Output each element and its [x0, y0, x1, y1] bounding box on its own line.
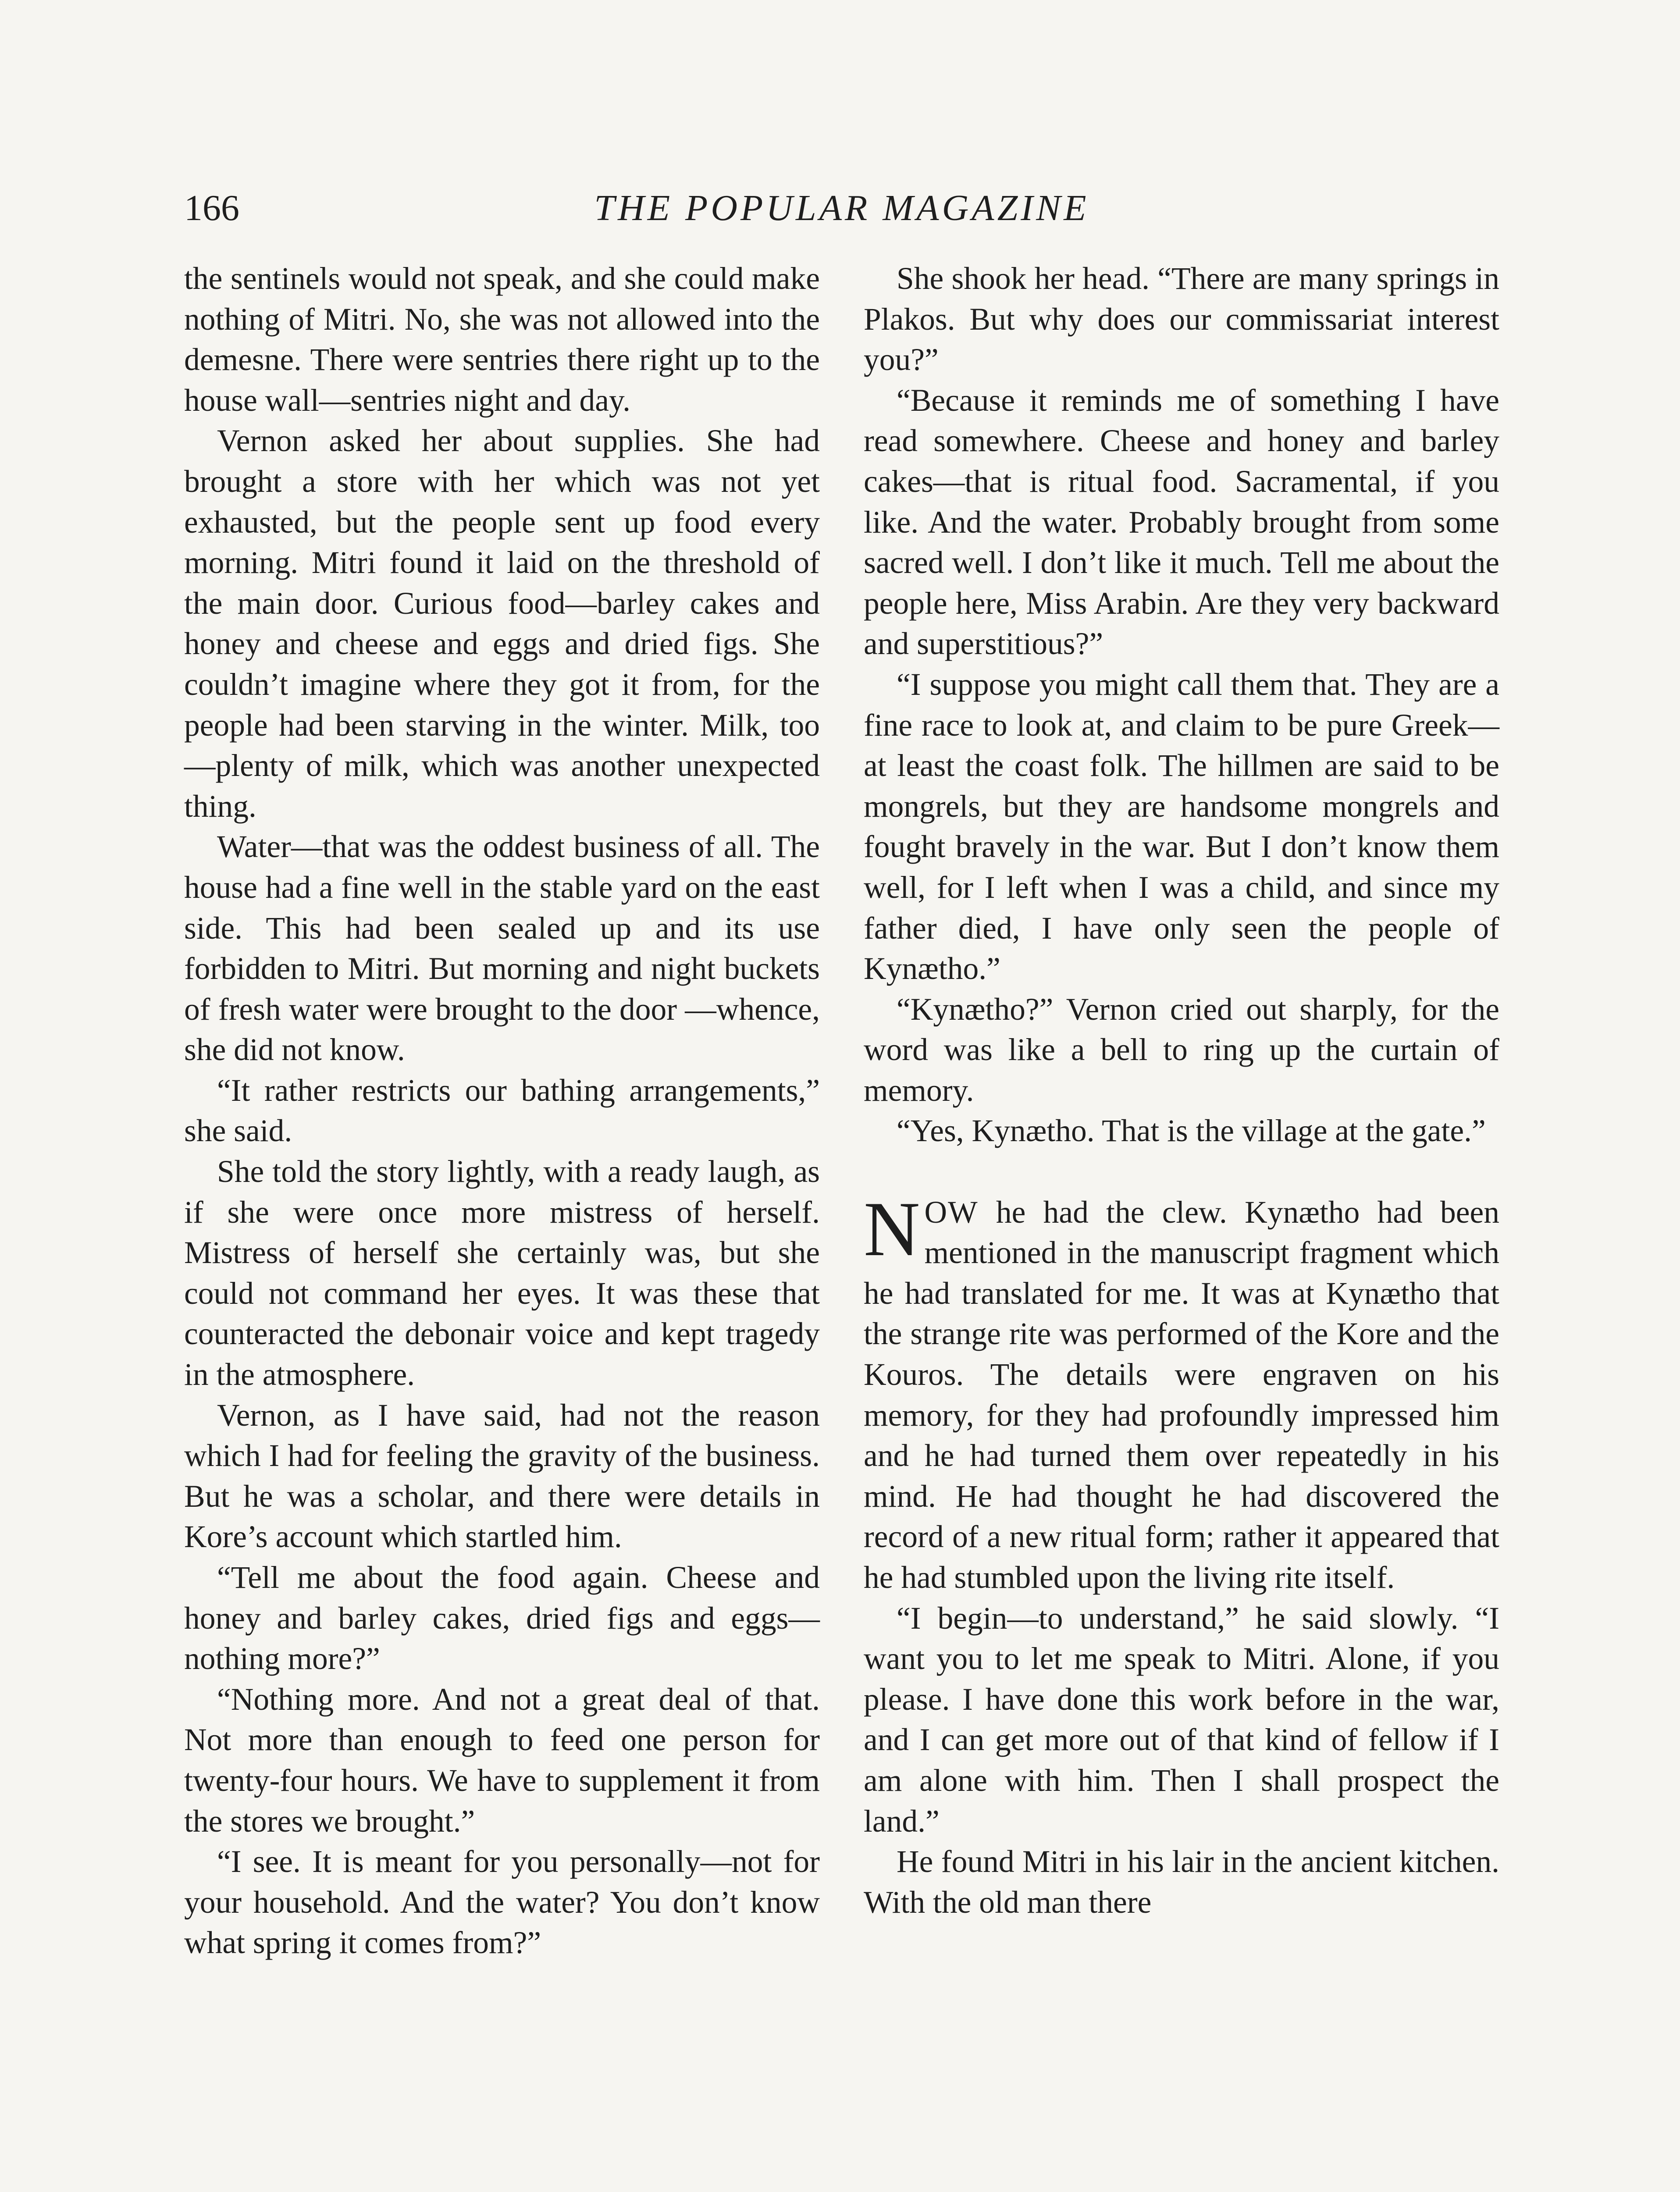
paragraph: “It rather restricts our bathing arrangements,” she said.: [184, 1073, 820, 1149]
paragraph: Vernon asked her about supplies. She had brought a store with her which was not yet exhausted, but the people sent up food every morning. Mitri found it laid on the threshold of the main door. Curious food—barley cakes and honey and cheese and eggs and dried figs. She couldn’t imagine where they got it from, for the people had been starving in the winter. Milk, too —plenty of milk, which was another unexpected thing.: [184, 423, 820, 824]
paragraph: “Because it reminds me of something I have read somewhere. Cheese and honey and barley cakes—that is ritual food. Sacramental, if you like. And the water. Probably brought from some sacred well. I don’t like it much. Tell me about the people here, Miss Arabin. Are they very backward and superstitious?”: [864, 383, 1499, 662]
running-title: THE POPULAR MAGAZINE: [594, 188, 1089, 228]
paragraph: She shook her head. “There are many springs in Plakos. But why does our commissariat interest you?”: [864, 261, 1499, 377]
paragraph: “Nothing more. And not a great deal of that. Not more than enough to feed one person for twenty-four hours. We have to supplement it from the stores we brought.”: [184, 1682, 820, 1839]
paragraph: He found Mitri in his lair in the ancient kitchen. With the old man there: [864, 1844, 1499, 1920]
paragraph: She told the story lightly, with a ready laugh, as if she were once more mistress of herself. Mistress of herself she certainly was, but she could not command her eyes. It was these that counteracted the debonair voice and kept tragedy in the atmosphere.: [184, 1154, 820, 1392]
paragraph: “I see. It is meant for you personally—not for your household. And the water? You don’t know what spring it comes from?”: [184, 1844, 820, 1961]
paragraph: “Kynætho?” Vernon cried out sharply, for the word was like a bell to ring up the curtain of memory.: [864, 992, 1499, 1108]
drop-cap: N: [864, 1185, 920, 1272]
section-break: [864, 1152, 1499, 1192]
page-header: [184, 182, 1499, 235]
paragraph: “I begin—to understand,” he said slowly. “I want you to let me speak to Mitri. Alone, if you please. I have done this work before in the war, and I can get more out of that kind of fellow if I am alone with him. Then I shall prospect the land.”: [864, 1601, 1499, 1839]
paragraph: “Tell me about the food again. Cheese and honey and barley cakes, dried figs and eggs—nothing more?”: [184, 1560, 820, 1676]
paragraph: “Yes, Kynætho. That is the village at the gate.”: [897, 1114, 1486, 1149]
section-opening-paragraph: [864, 1185, 1499, 1598]
paragraph: “I suppose you might call them that. They are a fine race to look at, and claim to be pure Greek—at least the coast folk. The hillmen are said to be mongrels, but they are handsome mongrels and fought bravely in the war. But I don’t know them well, for I left when I was a child, and since my father died, I have only seen the people of Kynætho.”: [864, 667, 1499, 986]
paragraph: Water—that was the oddest business of all. The house had a fine well in the stable yard on the east side. This had been sealed up and its use forbidden to Mitri. But morning and night buckets of fresh water were brought to the door —whence, she did not know.: [184, 829, 820, 1068]
right-column: [864, 259, 1499, 1923]
paragraph: Vernon, as I have said, had not the reason which I had for feeling the gravity of the business. But he was a scholar, and there were details in Kore’s account which startled him.: [184, 1398, 820, 1555]
paragraph: the sentinels would not speak, and she could make nothing of Mitri. No, she was not allowed into the demesne. There were sentries there right up to the house wall—sentries night and day.: [184, 261, 820, 418]
paragraph-text: he had the clew. Kynætho had been mentioned in the manuscript fragment which he had translated for me. It was at Kynætho that the strange rite was performed of the Kore and the Kouros. The details were engraven on his memory, for they had profoundly impressed him and he had turned them over repeatedly in his mind. He had thought he had discovered the record of a new ritual form; rather it appeared that he had stumbled upon the living rite itself.: [864, 1195, 1499, 1595]
left-column: [184, 259, 820, 1964]
drop-cap-word-rest: OW: [924, 1195, 979, 1230]
page-number: 166: [184, 188, 239, 228]
